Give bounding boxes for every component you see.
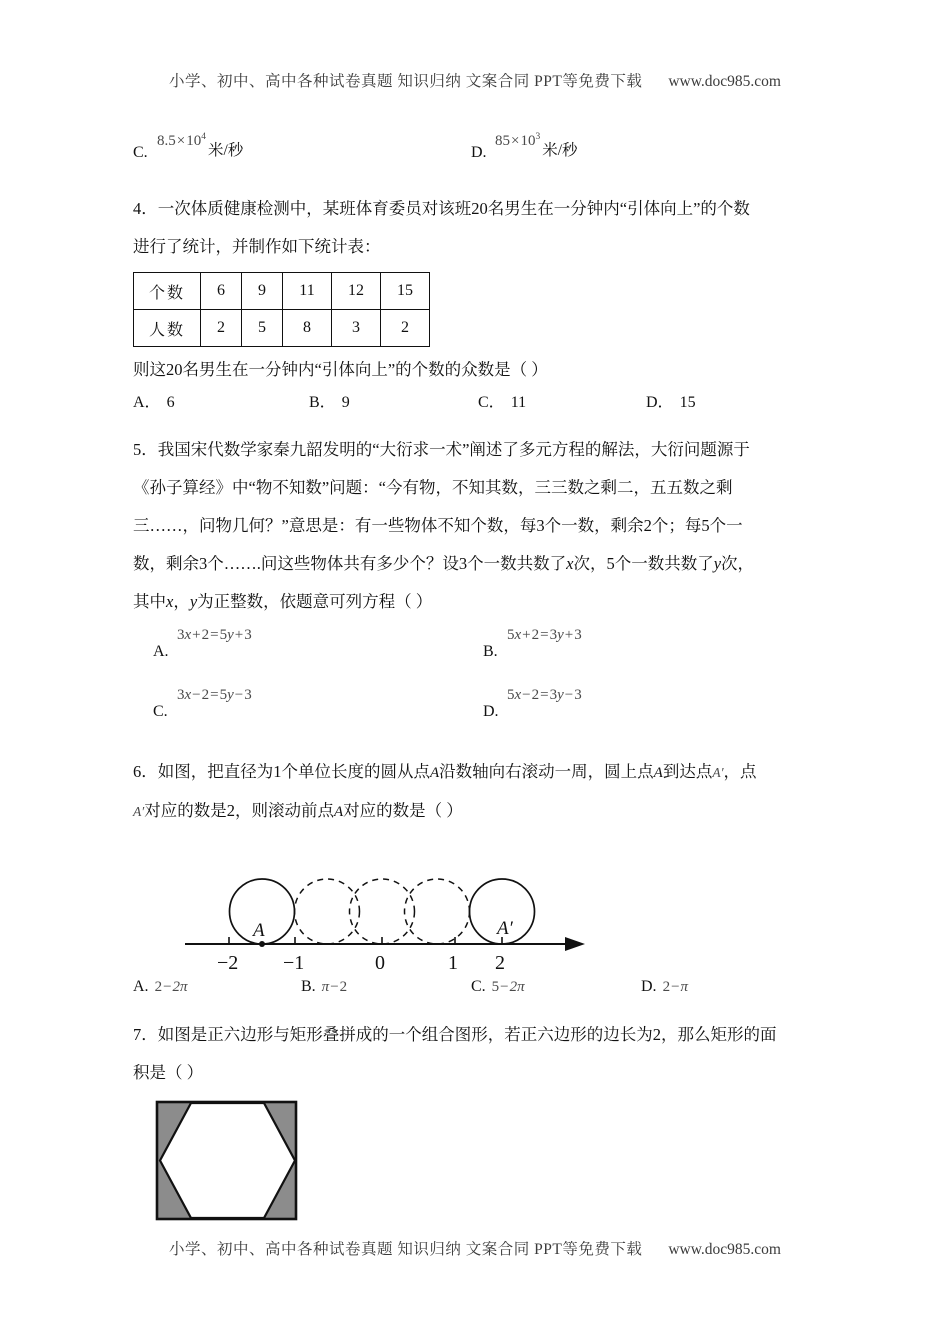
content-column [133, 128, 825, 1228]
q6-line-1d: ，点 [723, 762, 757, 781]
q6-option-d[interactable] [641, 978, 688, 996]
q4-question-line: 则这20名男生在一分钟内“引体向上”的个数的众数是（ ） [133, 360, 548, 379]
q4-row2-cell-3: 3 [332, 310, 381, 347]
q6-option-a[interactable] [133, 978, 188, 996]
q5-line-5 [133, 583, 825, 621]
q5-a-lhs-coef: 3 [177, 627, 185, 643]
q5-line-4 [133, 545, 825, 583]
q5-d-rhs-num: 3 [574, 687, 582, 703]
q5-line-4-var-y: y [713, 554, 722, 573]
q4-option-d[interactable] [646, 389, 696, 412]
q4-option-c-label: C． [478, 394, 505, 411]
q5-b-eq: = [540, 627, 549, 643]
q4-row1-cell-3: 12 [332, 273, 381, 310]
q6-b-term1: π [321, 979, 330, 995]
q6-line-2b: 对应的数是（ ） [343, 801, 463, 820]
q5-b-lhs-var: x [514, 627, 522, 643]
q3-c-base: 10 [186, 133, 202, 149]
q5-c-lhs-op: − [192, 687, 201, 703]
q5-d-lhs-op: − [522, 687, 531, 703]
q4-option-a-label: A． [133, 394, 161, 411]
q6-number-line-figure [167, 831, 587, 976]
axis-tick-label-0: −2 [217, 952, 239, 974]
q5-option-c-label: C. [153, 703, 168, 720]
q5-a-rhs-op: + [234, 627, 244, 643]
q3-option-c-label: C. [133, 144, 148, 161]
q6-line-1 [133, 753, 825, 792]
axis-tick-label-2: 0 [375, 952, 385, 974]
q6-line-1a: 6．如图，把直径为1个单位长度的圆从点 [133, 762, 430, 781]
q3-d-base: 10 [520, 133, 536, 149]
q3-c-unit: 米/秒 [207, 142, 244, 159]
q6-line-1b: 沿数轴向右滚动一周，圆上点 [439, 762, 654, 781]
q5-b-rhs-op: + [564, 627, 574, 643]
q5-option-c-formula [177, 687, 252, 704]
q5-b-rhs-num: 3 [574, 627, 582, 643]
q5-a-rhs-coef: 5 [219, 627, 228, 643]
q5-options-row-2 [133, 687, 825, 743]
q5-b-lhs-op: + [522, 627, 531, 643]
q4-stem-line-2: 进行了统计，并制作如下统计表： [133, 237, 381, 256]
q5-option-a-formula [177, 627, 252, 644]
point-a-marker [259, 941, 265, 947]
q5-option-b-formula [507, 627, 582, 644]
q6-d-op: − [671, 979, 680, 995]
q5-c-rhs-num: 3 [244, 687, 252, 703]
q3-c-exponent: 4 [201, 132, 206, 142]
q6-c-term2: 2π [509, 979, 525, 995]
q3-option-c-formula [157, 128, 244, 159]
q4-row1-header: 个数 [134, 273, 201, 310]
q5-a-rhs-var: y [227, 627, 234, 643]
header-watermark-text: 小学、初中、高中各种试卷真题 知识归纳 文案合同 PPT等免费下载 [169, 73, 643, 90]
q4-option-b[interactable] [309, 389, 350, 412]
q3-d-unit: 米/秒 [542, 142, 578, 159]
q5-c-lhs-var: x [184, 687, 192, 703]
q6-b-term2: 2 [339, 979, 348, 995]
q3-d-times: × [511, 133, 520, 149]
q3-option-d-label: D. [471, 144, 487, 161]
figure-label-point-a-prime: A′ [497, 918, 513, 939]
q6-option-a-formula [155, 979, 188, 995]
q5-option-d-label: D. [483, 703, 499, 720]
q4-row1-cell-1: 9 [242, 273, 283, 310]
q6-c-op: − [500, 979, 509, 995]
q4-option-d-text: 15 [679, 394, 696, 411]
q4-option-c-text: 11 [510, 394, 527, 411]
q4-option-b-text: 9 [341, 394, 350, 411]
q6-point-a-prime-2: A′ [133, 804, 145, 819]
q6-option-b[interactable] [301, 978, 347, 996]
table-row [134, 273, 430, 310]
q6-d-term2: π [680, 979, 689, 995]
q5-d-rhs-op: − [564, 687, 574, 703]
q5-line-4c: 次， [721, 554, 755, 573]
table-row [134, 310, 430, 347]
q6-point-a-3: A [333, 804, 344, 820]
q6-options-row [133, 978, 825, 1012]
q5-d-eq: = [540, 687, 549, 703]
q6-option-c[interactable] [471, 978, 525, 996]
q6-line-2a: 对应的数是2，则滚动前点 [144, 801, 334, 820]
q4-row1-cell-4: 15 [381, 273, 430, 310]
q3-c-times: × [176, 133, 186, 149]
q4-statistics-table [133, 272, 430, 347]
q6-point-a-prime-1: A′ [712, 765, 724, 780]
q6-line-2 [133, 792, 825, 831]
q5-c-eq: = [210, 687, 219, 703]
q5-d-lhs-var: x [514, 687, 522, 703]
footer-watermark-text: 小学、初中、高中各种试卷真题 知识归纳 文案合同 PPT等免费下载 [169, 1241, 643, 1258]
axis-tick-label-1: −1 [283, 952, 305, 974]
q6-d-term1: 2 [662, 979, 671, 995]
q6-point-a-1: A [430, 765, 440, 781]
q5-line-4-var-x: x [566, 554, 574, 573]
q6-option-c-formula [492, 979, 525, 995]
q6-circles-group [230, 879, 535, 944]
q5-option-d-formula [507, 687, 582, 704]
q4-option-b-label: B． [309, 394, 336, 411]
q7-line-2: 积是（ ） [133, 1063, 204, 1082]
q4-option-a[interactable] [133, 389, 175, 412]
q5-a-lhs-num: 2 [201, 627, 210, 643]
q5-line-4a: 数，剩余3个…….问这些物体共有多少个？设3个一数共数了 [133, 554, 567, 573]
q5-d-rhs-coef: 3 [549, 687, 558, 703]
q6-a-term1: 2 [154, 979, 163, 995]
q6-a-term2: 2π [172, 979, 188, 995]
q3-d-exponent: 3 [535, 132, 541, 142]
q6-option-a-label: A. [133, 978, 149, 995]
q5-d-rhs-var: y [557, 687, 564, 703]
q5-line-5-var-x: x [166, 592, 174, 611]
q5-options-row-1 [133, 627, 825, 687]
q5-line-2: 《孙子算经》中“物不知数”问题：“今有物，不知其数，三三数之剩二，五五数之剩 [133, 478, 733, 497]
q4-option-c[interactable] [478, 389, 526, 412]
q4-option-a-text: 6 [166, 394, 175, 411]
q4-row1-cell-0: 6 [201, 273, 242, 310]
q4-row2-cell-4: 2 [381, 310, 430, 347]
q3-option-d-formula [495, 128, 578, 159]
figure-label-point-a: A [253, 920, 265, 941]
q5-c-rhs-op: − [234, 687, 244, 703]
q3-c-coeff: 8.5 [157, 133, 176, 149]
q4-row2-cell-0: 2 [201, 310, 242, 347]
q4-row2-header: 人数 [134, 310, 201, 347]
q5-d-lhs-num: 2 [531, 687, 540, 703]
q6-b-op: − [330, 979, 339, 995]
q4-row2-cell-2: 8 [283, 310, 332, 347]
q5-b-lhs-num: 2 [531, 627, 540, 643]
q6-c-term1: 5 [491, 979, 500, 995]
q5-option-b-label: B. [483, 643, 498, 660]
axis-tick-label-3: 1 [448, 952, 458, 974]
q5-c-rhs-coef: 5 [219, 687, 228, 703]
q4-row1-cell-2: 11 [283, 273, 332, 310]
q5-line-5-var-y: y [189, 592, 198, 611]
q6-option-d-formula [663, 979, 688, 995]
q6-line-1c: 到达点 [662, 762, 713, 781]
q5-b-lhs-coef: 5 [507, 627, 515, 643]
q5-line-3: 三……，问物几何？”意思是：有一些物体不知个数，每3个一数，剩余2个；每5个一 [133, 516, 743, 535]
footer-watermark-url: www.doc985.com [668, 1241, 781, 1258]
q5-line-4b: 次，5个一数共数了 [573, 554, 714, 573]
q5-b-rhs-var: y [557, 627, 564, 643]
q5-d-lhs-coef: 5 [507, 687, 515, 703]
q5-c-rhs-var: y [227, 687, 234, 703]
q6-option-c-label: C. [471, 978, 486, 995]
q6-point-a-2: A [653, 765, 663, 781]
q3-d-coeff: 85 [495, 133, 510, 149]
q5-b-rhs-coef: 3 [549, 627, 558, 643]
q5-line-5a: 其中 [133, 592, 166, 611]
q5-c-lhs-num: 2 [201, 687, 210, 703]
q7-line-1: 7．如图是正六边形与矩形叠拼成的一个组合图形，若正六边形的边长为2，那么矩形的面 [133, 1025, 777, 1044]
axis-arrowhead [565, 937, 585, 951]
q5-a-rhs-num: 3 [244, 627, 252, 643]
q5-a-eq: = [210, 627, 219, 643]
q5-line-1: 5．我国宋代数学家秦九韶发明的“大衍求一术”阐述了多元方程的解法，大衍问题源于 [133, 440, 750, 459]
q5-option-a-label: A. [153, 643, 169, 660]
q4-option-d-label: D． [646, 394, 674, 411]
header-watermark [0, 69, 950, 91]
q3-options-row [133, 128, 825, 172]
q4-row2-cell-1: 5 [242, 310, 283, 347]
q6-option-b-formula [322, 979, 347, 995]
q4-stem-line-1: 4．一次体质健康检测中，某班体育委员对该班20名男生在一分钟内“引体向上”的个数 [133, 199, 750, 218]
q5-a-lhs-op: + [192, 627, 201, 643]
q5-a-lhs-var: x [184, 627, 192, 643]
q6-option-b-label: B. [301, 978, 316, 995]
q5-c-lhs-coef: 3 [177, 687, 185, 703]
axis-tick-label-4: 2 [495, 952, 505, 974]
q6-a-op: − [163, 979, 172, 995]
q5-line-5-comma: ， [173, 592, 190, 611]
q5-line-5b: 为正整数，依题意可列方程（ ） [197, 592, 433, 611]
q4-table-wrapper [133, 272, 825, 347]
header-watermark-url: www.doc985.com [668, 73, 781, 90]
q7-hexagon-rectangle-figure [155, 1100, 315, 1228]
q4-options-row [133, 389, 825, 421]
q6-option-d-label: D. [641, 978, 657, 995]
footer-watermark [0, 1237, 950, 1259]
